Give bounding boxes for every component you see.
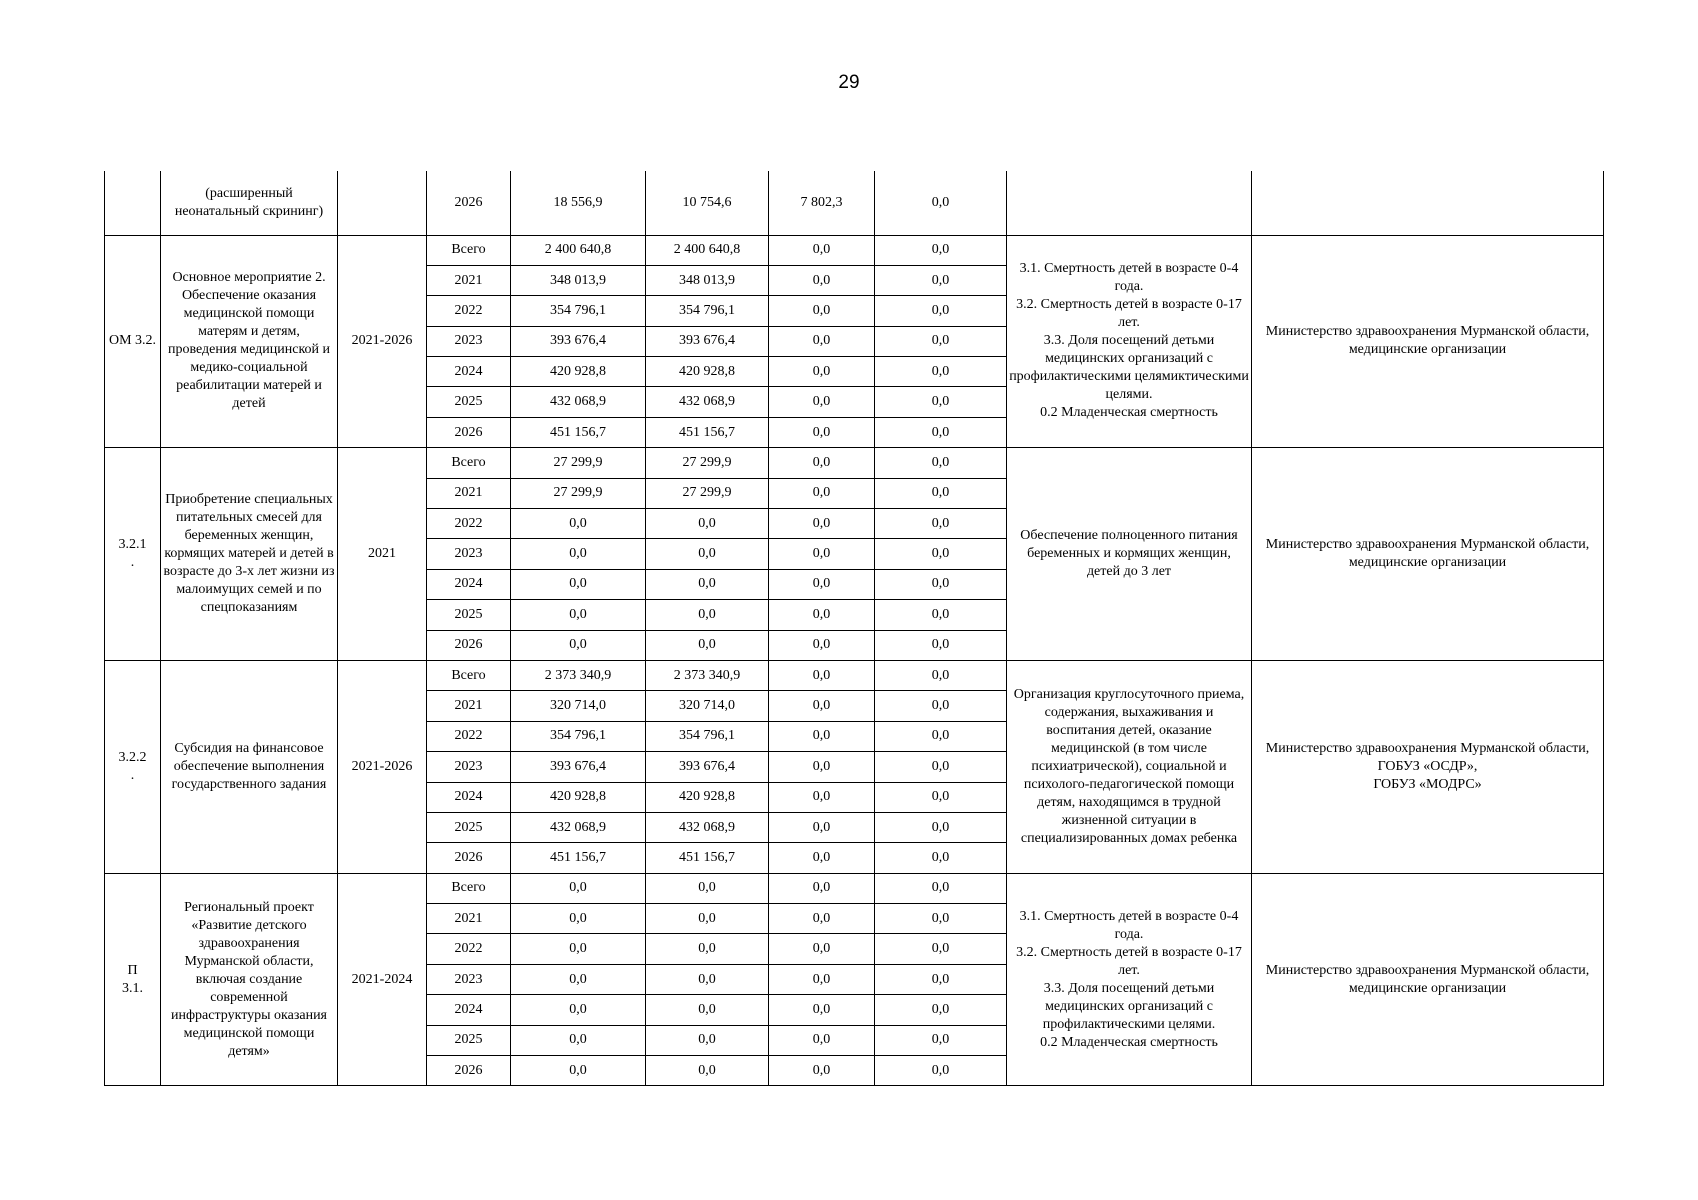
value-cell: 451 156,7 — [646, 843, 769, 873]
table-row — [105, 235, 1604, 265]
value-cell: 0,0 — [769, 995, 875, 1025]
goals-cell: Обеспечение полноценного питания беременных и кормящих женщин, детей до 3 лет — [1007, 448, 1252, 661]
goals-cell: 3.1. Смертность детей в возрасте 0-4 года. 3.2. Смертность детей в возрасте 0-17 лет. 3.3. Доля посещений детьми медицинских организаций с профилактическими целями. 0.2 Младенческая смертность — [1007, 873, 1252, 1086]
value-cell: 10 754,6 — [646, 171, 769, 235]
value-cell: 0,0 — [875, 752, 1007, 782]
table-row — [105, 448, 1604, 478]
value-cell: 0,0 — [646, 934, 769, 964]
value-cell: 0,0 — [769, 904, 875, 934]
value-cell: 0,0 — [769, 235, 875, 265]
value-cell: 0,0 — [769, 964, 875, 994]
year-cell: 2023 — [427, 752, 511, 782]
value-cell: 0,0 — [875, 171, 1007, 235]
table-row — [105, 660, 1604, 690]
year-cell: 2021 — [427, 904, 511, 934]
responsible-cell — [1252, 171, 1604, 235]
value-cell: 0,0 — [646, 964, 769, 994]
value-cell: 0,0 — [769, 296, 875, 326]
value-cell: 0,0 — [769, 600, 875, 630]
table-row — [105, 873, 1604, 903]
value-cell: 0,0 — [875, 417, 1007, 447]
value-cell: 2 373 340,9 — [646, 660, 769, 690]
value-cell: 0,0 — [646, 904, 769, 934]
year-cell: Всего — [427, 660, 511, 690]
value-cell: 0,0 — [769, 448, 875, 478]
row-name-cell: Основное мероприятие 2. Обеспечение оказания медицинской помощи матерям и детям, проведения медицинской и медико-социальной реабилитации матерей и детей — [161, 235, 338, 448]
value-cell: 0,0 — [646, 1025, 769, 1055]
value-cell: 0,0 — [769, 509, 875, 539]
page-number: 29 — [838, 72, 860, 93]
value-cell: 0,0 — [769, 843, 875, 873]
value-cell: 0,0 — [875, 630, 1007, 660]
value-cell: 0,0 — [511, 934, 646, 964]
value-cell: 0,0 — [875, 235, 1007, 265]
value-cell: 0,0 — [769, 660, 875, 690]
value-cell: 0,0 — [875, 265, 1007, 295]
year-cell: 2023 — [427, 326, 511, 356]
year-cell: 2022 — [427, 721, 511, 751]
value-cell: 320 714,0 — [646, 691, 769, 721]
value-cell: 0,0 — [769, 569, 875, 599]
value-cell: 451 156,7 — [511, 843, 646, 873]
value-cell: 0,0 — [769, 326, 875, 356]
value-cell: 0,0 — [875, 904, 1007, 934]
value-cell: 27 299,9 — [646, 448, 769, 478]
goals-cell: 3.1. Смертность детей в возрасте 0-4 года. 3.2. Смертность детей в возрасте 0-17 лет. 3.3. Доля посещений детьми медицинских организаций с профилактическими целямиктическими целями. 0.2 Младенческая смертность — [1007, 235, 1252, 448]
value-cell: 348 013,9 — [646, 265, 769, 295]
value-cell: 0,0 — [769, 812, 875, 842]
value-cell: 432 068,9 — [646, 812, 769, 842]
year-cell: 2024 — [427, 995, 511, 1025]
value-cell: 0,0 — [875, 600, 1007, 630]
row-name-cell: Субсидия на финансовое обеспечение выполнения государственного задания — [161, 660, 338, 873]
year-cell: 2026 — [427, 1056, 511, 1086]
value-cell: 0,0 — [769, 478, 875, 508]
year-cell: Всего — [427, 235, 511, 265]
row-name-cell: Региональный проект «Развитие детского здравоохранения Мурманской области, включая создание современной инфраструктуры оказания медицинской помощи детям» — [161, 873, 338, 1086]
value-cell: 354 796,1 — [511, 721, 646, 751]
value-cell: 0,0 — [875, 934, 1007, 964]
value-cell: 0,0 — [875, 448, 1007, 478]
year-cell: 2022 — [427, 509, 511, 539]
value-cell: 0,0 — [875, 387, 1007, 417]
row-code-cell: 3.2.2 . — [105, 660, 161, 873]
value-cell: 393 676,4 — [511, 752, 646, 782]
responsible-cell: Министерство здравоохранения Мурманской области, медицинские организации — [1252, 235, 1604, 448]
value-cell: 0,0 — [875, 357, 1007, 387]
value-cell: 0,0 — [769, 539, 875, 569]
value-cell: 393 676,4 — [646, 752, 769, 782]
value-cell: 0,0 — [875, 1056, 1007, 1086]
value-cell: 0,0 — [646, 873, 769, 903]
value-cell: 0,0 — [646, 995, 769, 1025]
value-cell: 0,0 — [511, 964, 646, 994]
year-cell: 2021 — [427, 691, 511, 721]
value-cell: 0,0 — [646, 539, 769, 569]
value-cell: 0,0 — [769, 721, 875, 751]
value-cell: 0,0 — [769, 417, 875, 447]
value-cell: 2 373 340,9 — [511, 660, 646, 690]
year-cell: 2026 — [427, 843, 511, 873]
value-cell: 0,0 — [511, 995, 646, 1025]
value-cell: 0,0 — [875, 782, 1007, 812]
value-cell: 18 556,9 — [511, 171, 646, 235]
value-cell: 0,0 — [511, 539, 646, 569]
year-cell: Всего — [427, 873, 511, 903]
year-cell: 2025 — [427, 387, 511, 417]
value-cell: 320 714,0 — [511, 691, 646, 721]
value-cell: 27 299,9 — [646, 478, 769, 508]
budget-table — [104, 171, 1604, 1086]
value-cell: 420 928,8 — [511, 782, 646, 812]
value-cell: 0,0 — [769, 1025, 875, 1055]
table-row — [105, 171, 1604, 235]
value-cell: 0,0 — [511, 873, 646, 903]
value-cell: 0,0 — [875, 873, 1007, 903]
value-cell: 348 013,9 — [511, 265, 646, 295]
year-cell: 2026 — [427, 417, 511, 447]
value-cell: 0,0 — [511, 630, 646, 660]
value-cell: 0,0 — [875, 509, 1007, 539]
value-cell: 354 796,1 — [511, 296, 646, 326]
row-period-cell — [338, 171, 427, 235]
value-cell: 0,0 — [511, 600, 646, 630]
value-cell: 0,0 — [511, 1056, 646, 1086]
value-cell: 420 928,8 — [646, 357, 769, 387]
value-cell: 0,0 — [769, 752, 875, 782]
row-name-cell: Приобретение специальных питательных смесей для беременных женщин, кормящих матерей и детей в возрасте до 3-х лет жизни из малоимущих семей и по спецпоказаниям — [161, 448, 338, 661]
value-cell: 0,0 — [646, 630, 769, 660]
year-cell: 2025 — [427, 600, 511, 630]
value-cell: 0,0 — [875, 721, 1007, 751]
value-cell: 0,0 — [646, 509, 769, 539]
row-period-cell: 2021-2026 — [338, 660, 427, 873]
goals-cell: Организация круглосуточного приема, содержания, выхаживания и воспитания детей, оказание медицинской (в том числе психиатрической), социальной и психолого-педагогической помощи детям, находящимся в трудной жизненной ситуации в специализированных домах ребенка — [1007, 660, 1252, 873]
value-cell: 354 796,1 — [646, 721, 769, 751]
year-cell: 2024 — [427, 357, 511, 387]
value-cell: 0,0 — [769, 782, 875, 812]
value-cell: 0,0 — [769, 1056, 875, 1086]
value-cell: 0,0 — [511, 904, 646, 934]
year-cell: 2022 — [427, 934, 511, 964]
year-cell: 2023 — [427, 539, 511, 569]
value-cell: 0,0 — [646, 600, 769, 630]
value-cell: 0,0 — [875, 539, 1007, 569]
value-cell: 0,0 — [875, 691, 1007, 721]
value-cell: 393 676,4 — [646, 326, 769, 356]
year-cell: 2026 — [427, 171, 511, 235]
value-cell: 0,0 — [769, 357, 875, 387]
value-cell: 451 156,7 — [511, 417, 646, 447]
value-cell: 0,0 — [875, 964, 1007, 994]
value-cell: 0,0 — [875, 569, 1007, 599]
year-cell: 2023 — [427, 964, 511, 994]
year-cell: Всего — [427, 448, 511, 478]
value-cell: 420 928,8 — [511, 357, 646, 387]
row-period-cell: 2021-2026 — [338, 235, 427, 448]
responsible-cell: Министерство здравоохранения Мурманской области, медицинские организации — [1252, 873, 1604, 1086]
value-cell: 432 068,9 — [511, 387, 646, 417]
value-cell: 0,0 — [875, 326, 1007, 356]
goals-cell — [1007, 171, 1252, 235]
value-cell: 0,0 — [769, 630, 875, 660]
responsible-cell: Министерство здравоохранения Мурманской области, ГОБУЗ «ОСДР», ГОБУЗ «МОДРС» — [1252, 660, 1604, 873]
value-cell: 0,0 — [511, 1025, 646, 1055]
responsible-cell: Министерство здравоохранения Мурманской области, медицинские организации — [1252, 448, 1604, 661]
value-cell: 0,0 — [769, 387, 875, 417]
value-cell: 354 796,1 — [646, 296, 769, 326]
value-cell: 451 156,7 — [646, 417, 769, 447]
year-cell: 2021 — [427, 265, 511, 295]
value-cell: 0,0 — [875, 843, 1007, 873]
value-cell: 0,0 — [646, 1056, 769, 1086]
row-period-cell: 2021 — [338, 448, 427, 661]
year-cell: 2024 — [427, 782, 511, 812]
row-code-cell: 3.2.1 . — [105, 448, 161, 661]
value-cell: 432 068,9 — [646, 387, 769, 417]
value-cell: 2 400 640,8 — [511, 235, 646, 265]
value-cell: 0,0 — [769, 265, 875, 295]
value-cell: 0,0 — [769, 691, 875, 721]
value-cell: 0,0 — [875, 812, 1007, 842]
value-cell: 393 676,4 — [511, 326, 646, 356]
year-cell: 2025 — [427, 812, 511, 842]
year-cell: 2024 — [427, 569, 511, 599]
year-cell: 2022 — [427, 296, 511, 326]
value-cell: 0,0 — [875, 995, 1007, 1025]
value-cell: 0,0 — [875, 660, 1007, 690]
value-cell: 0,0 — [511, 509, 646, 539]
value-cell: 0,0 — [646, 569, 769, 599]
value-cell: 7 802,3 — [769, 171, 875, 235]
value-cell: 420 928,8 — [646, 782, 769, 812]
row-code-cell: ОМ 3.2. — [105, 235, 161, 448]
value-cell: 0,0 — [769, 873, 875, 903]
year-cell: 2025 — [427, 1025, 511, 1055]
row-code-cell — [105, 171, 161, 235]
row-name-cell: (расширенный неонатальный скрининг) — [161, 171, 338, 235]
value-cell: 0,0 — [875, 1025, 1007, 1055]
year-cell: 2021 — [427, 478, 511, 508]
value-cell: 0,0 — [511, 569, 646, 599]
row-code-cell: П 3.1. — [105, 873, 161, 1086]
value-cell: 0,0 — [875, 296, 1007, 326]
value-cell: 2 400 640,8 — [646, 235, 769, 265]
value-cell: 432 068,9 — [511, 812, 646, 842]
value-cell: 27 299,9 — [511, 478, 646, 508]
value-cell: 0,0 — [769, 934, 875, 964]
value-cell: 27 299,9 — [511, 448, 646, 478]
year-cell: 2026 — [427, 630, 511, 660]
value-cell: 0,0 — [875, 478, 1007, 508]
row-period-cell: 2021-2024 — [338, 873, 427, 1086]
